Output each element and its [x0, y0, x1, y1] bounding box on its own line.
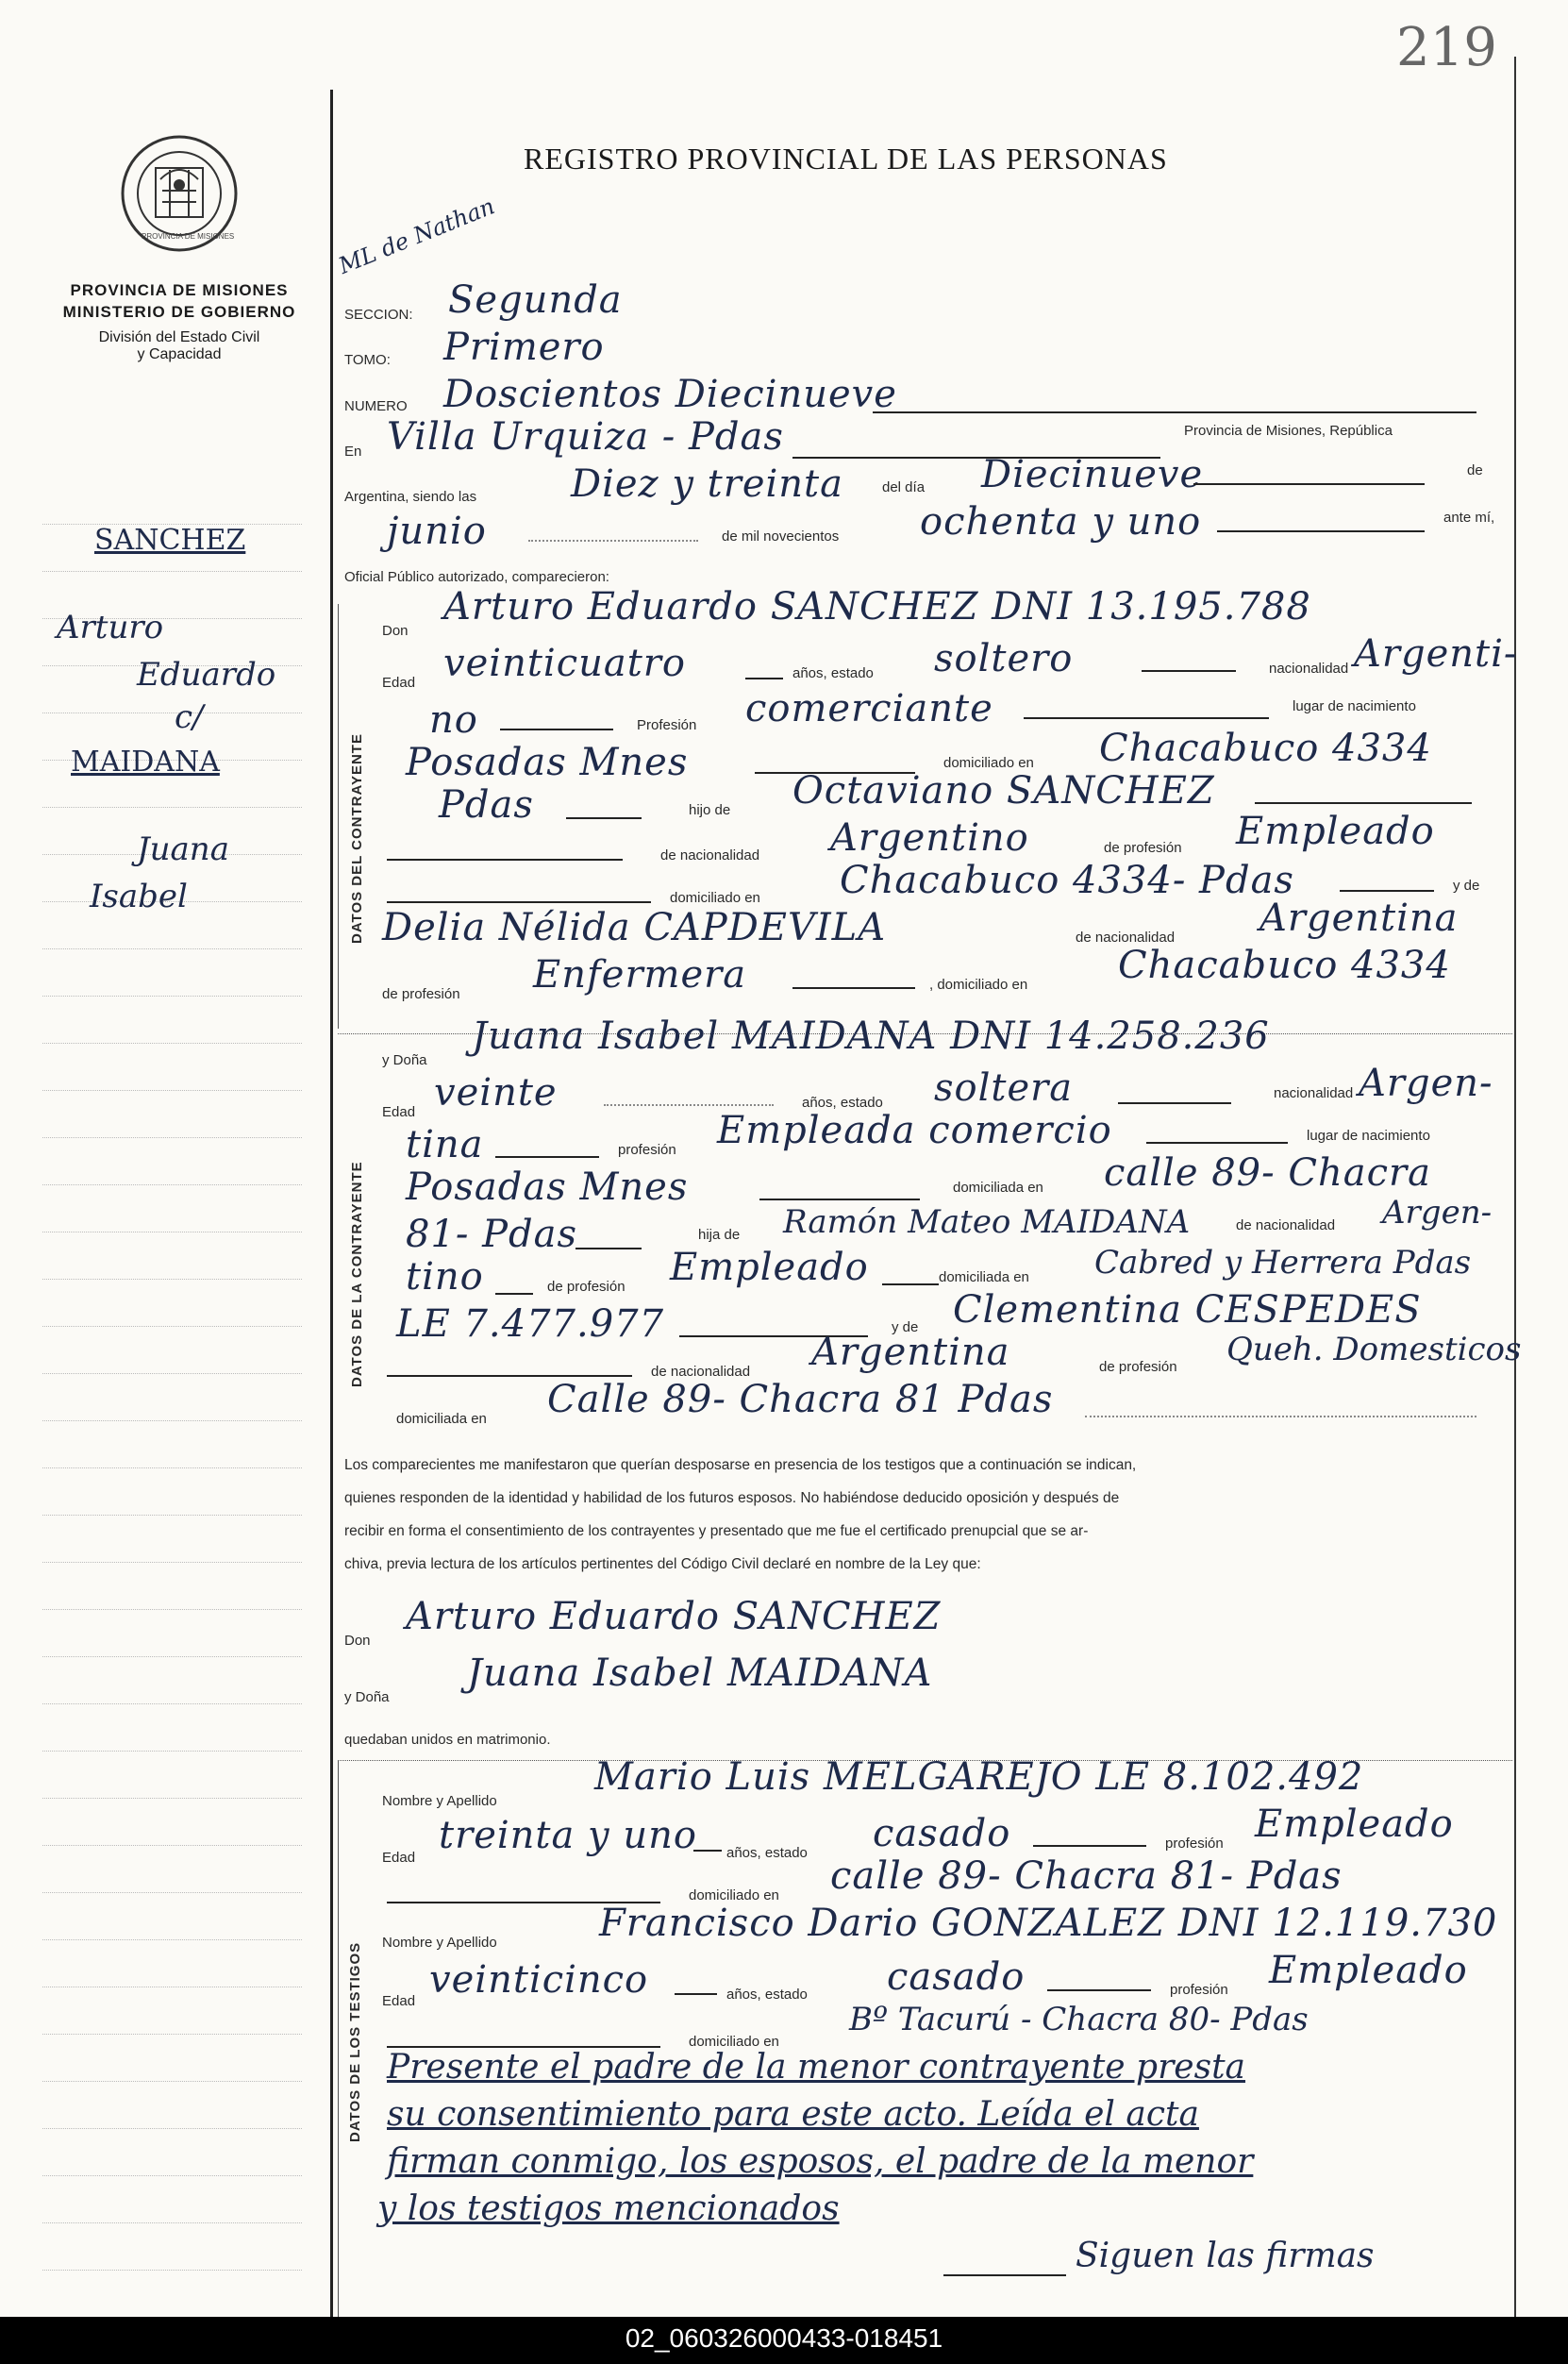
padre-prof-label-1: de profesión: [1104, 840, 1182, 856]
provincia-label: Provincia de Misiones, República: [1184, 423, 1393, 439]
novio-domicilio-a: Chacabuco 4334: [1099, 727, 1432, 770]
don-label: Don: [382, 623, 409, 639]
declaration-line-1: Los comparecientes me manifestaron que querían desposarse en presencia de los testigos que a continuación se indican,: [344, 1457, 1137, 1473]
mil-label: de mil novecientos: [722, 528, 840, 545]
madre-nac-label-1: de nacionalidad: [1076, 930, 1176, 946]
page-number: 219: [1396, 17, 1497, 78]
novia-padre: Ramón Mateo MAIDANA: [783, 1203, 1191, 1241]
novia-domicilio-b: 81- Pdas: [406, 1213, 578, 1256]
numero-value: Doscientos Diecinueve: [443, 373, 897, 416]
novia-padre-nac-a: Argen-: [1382, 1194, 1493, 1232]
novia-padre-nac-b: tino: [406, 1255, 484, 1299]
testigos-box: [338, 1760, 339, 2326]
novia-nombre: Juana Isabel MAIDANA DNI 14.258.236: [472, 1014, 1270, 1058]
decl-dona-label: y Doña: [344, 1689, 390, 1705]
novia-padre-dom: Cabred y Herrera Pdas: [1094, 1244, 1472, 1282]
edad-label-2: Edad: [382, 1104, 416, 1120]
estado-label-2: años, estado: [802, 1095, 883, 1111]
novio-estado: soltero: [934, 637, 1074, 680]
decl-closing: quedaban unidos en matrimonio.: [344, 1732, 551, 1748]
madre-dom-label-1: , domiciliado en: [929, 977, 1028, 993]
del-dia-label: del día: [882, 479, 926, 495]
padre-prof-label-2: de profesión: [547, 1279, 626, 1295]
agency-division-2: y Capacidad: [137, 346, 222, 362]
t1-dom-label: domiciliado en: [689, 1887, 779, 1903]
t2-label: Nombre y Apellido: [382, 1935, 497, 1951]
seccion-label: SECCION:: [344, 307, 413, 323]
hijo-label: hijo de: [689, 802, 731, 818]
novio-padre-dom: Chacabuco 4334- Pdas: [840, 859, 1294, 902]
madre-nac-label-2: de nacionalidad: [651, 1364, 751, 1380]
profesion-label-1: Profesión: [637, 717, 697, 733]
padre-dom-label-2: domiciliada en: [939, 1269, 1029, 1285]
novio-padre: Octaviano SANCHEZ: [792, 769, 1215, 813]
novia-padre-prof: Empleado: [670, 1246, 869, 1289]
t1-label: Nombre y Apellido: [382, 1793, 497, 1809]
nacionalidad-label-2: nacionalidad: [1274, 1085, 1354, 1101]
note-line-1: Presente el padre de la menor contrayente presta: [387, 2048, 1246, 2087]
t2-prof-label: profesión: [1170, 1982, 1228, 1998]
novio-lugar: Posadas Mnes: [406, 741, 689, 784]
note-line-5: Siguen las firmas: [1076, 2237, 1375, 2275]
contrayente-section-label: DATOS DEL CONTRAYENTE: [349, 733, 365, 944]
note-line-3: firman conmigo, los esposos, el padre de la menor: [387, 2142, 1254, 2181]
en-label: En: [344, 444, 362, 460]
padre-nac-label-2: de nacionalidad: [1236, 1217, 1336, 1233]
estado-label-1: años, estado: [792, 665, 874, 681]
agency-ministry: MINISTERIO DE GOBIERNO: [62, 303, 296, 321]
t2-nombre: Francisco Dario GONZALEZ DNI 12.119.730: [599, 1902, 1498, 1945]
margin-given-2a: Juana: [137, 830, 229, 868]
novia-lugar: Posadas Mnes: [406, 1165, 689, 1209]
t1-prof-label: profesión: [1165, 1836, 1224, 1852]
declaration-line-2: quienes responden de la identidad y habilidad de los futuros esposos. No habiéndose deducido oposición y después de: [344, 1490, 1120, 1506]
t1-edad: treinta y uno: [439, 1814, 697, 1857]
novia-profesion: Empleada comercio: [717, 1109, 1112, 1152]
seccion-value: Segunda: [448, 278, 623, 322]
novia-madre-nac: Argentina: [811, 1331, 1010, 1374]
decl-don-label: Don: [344, 1633, 371, 1649]
de-label: de: [1467, 462, 1483, 478]
novia-madre-prof: Queh. Domesticos: [1226, 1331, 1522, 1368]
declaration-line-4: chiva, previa lectura de los artículos pertinentes del Código Civil declaré en nombre de la Ley que:: [344, 1556, 981, 1572]
dia-value: Diecinueve: [981, 453, 1204, 496]
t2-estado: casado: [887, 1955, 1026, 1999]
t1-estado: casado: [873, 1812, 1011, 1855]
en-value: Villa Urquiza - Pdas: [387, 415, 784, 459]
domicilio-label-2: domiciliada en: [953, 1180, 1043, 1196]
novia-edad: veinte: [434, 1071, 558, 1115]
novio-padre-nac: Argentino: [830, 816, 1029, 860]
nacionalidad-label-1: nacionalidad: [1269, 661, 1349, 677]
declaration-line-3: recibir en forma el consentimiento de los contrayentes y presentado que me fue el certificado prenupcial que se ar-: [344, 1523, 1089, 1539]
margin-given-1b: Eduardo: [137, 656, 276, 694]
novio-profesion: comerciante: [745, 687, 993, 730]
anio-value: ochenta y uno: [920, 500, 1202, 544]
agency-province: PROVINCIA DE MISIONES: [70, 281, 289, 299]
margin-note: ML de Nathan: [335, 193, 499, 279]
decl-don-value: Arturo Eduardo SANCHEZ: [406, 1595, 942, 1638]
margin-connector: c/: [175, 698, 204, 736]
numero-label: NUMERO: [344, 398, 408, 414]
novia-estado: soltera: [934, 1066, 1074, 1110]
novia-domicilio-a: calle 89- Chacra: [1104, 1151, 1431, 1195]
y-de-label-1: y de: [1453, 878, 1480, 894]
t2-edad-label: Edad: [382, 1993, 416, 2009]
padre-dom-label-1: domiciliado en: [670, 890, 760, 906]
t1-prof: Empleado: [1255, 1802, 1454, 1846]
novia-padre-doc: LE 7.477.977: [396, 1302, 665, 1346]
contrayenta-section-label: DATOS DE LA CONTRAYENTE: [349, 1161, 365, 1387]
madre-prof-label-2: de profesión: [1099, 1359, 1177, 1375]
novio-madre-nac: Argentina: [1259, 897, 1459, 940]
mes-value: junio: [387, 510, 487, 553]
hora-value: Diez y treinta: [571, 462, 843, 506]
t2-dom: Bº Tacurú - Chacra 80- Pdas: [849, 2001, 1309, 2038]
note-line-4: y los testigos mencionados: [377, 2189, 840, 2228]
footer-id: 02_060326000433-018451: [625, 2323, 943, 2353]
novio-madre-prof: Enfermera: [533, 953, 747, 997]
document-title: REGISTRO PROVINCIAL DE LAS PERSONAS: [524, 142, 1168, 176]
tomo-value: Primero: [443, 326, 605, 369]
novio-edad: veinticuatro: [443, 642, 686, 685]
margin-surname-2: MAIDANA: [71, 746, 220, 779]
novia-madre: Clementina CESPEDES: [953, 1288, 1422, 1332]
tomo-label: TOMO:: [344, 352, 391, 368]
y-de-label-2: y de: [892, 1319, 919, 1335]
decl-dona-value: Juana Isabel MAIDANA: [467, 1651, 933, 1695]
dona-label: y Doña: [382, 1052, 427, 1068]
novio-domicilio-b: Pdas: [439, 783, 534, 827]
seal-caption: PROVINCIA DE MISIONES: [142, 232, 235, 241]
t1-estado-label: años, estado: [726, 1845, 808, 1861]
profesion-label-2: profesión: [618, 1142, 676, 1158]
note-line-2: su consentimiento para este acto. Leída el acta: [387, 2095, 1199, 2134]
oficial-label: Oficial Público autorizado, comparecieron:: [344, 569, 609, 585]
testigos-section-label: DATOS DE LOS TESTIGOS: [347, 1941, 363, 2142]
novio-nacionalidad-a: Argenti-: [1354, 632, 1518, 676]
novio-nombre: Arturo Eduardo SANCHEZ DNI 13.195.788: [443, 585, 1311, 629]
madre-dom-label-2: domiciliada en: [396, 1411, 487, 1427]
t2-dom-label: domiciliado en: [689, 2034, 779, 2050]
novio-nacionalidad-b: no: [429, 698, 478, 742]
novio-madre: Delia Nélida CAPDEVILA: [382, 906, 887, 949]
edad-label-1: Edad: [382, 675, 416, 691]
agency-header: [38, 281, 321, 363]
t1-edad-label: Edad: [382, 1850, 416, 1866]
novia-nacionalidad-b: tina: [406, 1123, 484, 1166]
ante-label: ante mí,: [1443, 510, 1495, 526]
t2-prof: Empleado: [1269, 1949, 1468, 1992]
lugar-label-2: lugar de nacimiento: [1307, 1128, 1430, 1144]
t1-dom: calle 89- Chacra 81- Pdas: [830, 1854, 1343, 1898]
contrayente-box: [338, 604, 339, 1029]
t2-estado-label: años, estado: [726, 1987, 808, 2003]
margin-surname-1: SANCHEZ: [94, 524, 246, 557]
declaration-text: [344, 1449, 1500, 1581]
argentina-label: Argentina, siendo las: [344, 489, 477, 505]
novia-nacionalidad-a: Argen-: [1359, 1062, 1493, 1105]
left-border-line: [330, 90, 333, 2345]
lugar-label-1: lugar de nacimiento: [1293, 698, 1416, 714]
domicilio-label-1: domiciliado en: [943, 755, 1034, 771]
t2-edad: veinticinco: [429, 1958, 649, 2002]
margin-given-2b: Isabel: [90, 878, 188, 915]
novio-padre-prof: Empleado: [1236, 810, 1435, 853]
margin-given-1a: Arturo: [57, 609, 164, 646]
right-border-line: [1514, 57, 1516, 2340]
madre-prof-label-1: de profesión: [382, 986, 460, 1002]
novio-madre-dom: Chacabuco 4334: [1118, 944, 1451, 987]
t1-nombre: Mario Luis MELGAREJO LE 8.102.492: [594, 1755, 1364, 1799]
padre-nac-label-1: de nacionalidad: [660, 847, 760, 863]
hija-label: hija de: [698, 1227, 741, 1243]
novia-madre-dom: Calle 89- Chacra 81 Pdas: [547, 1378, 1054, 1421]
agency-division: División del Estado Civil: [98, 329, 260, 345]
